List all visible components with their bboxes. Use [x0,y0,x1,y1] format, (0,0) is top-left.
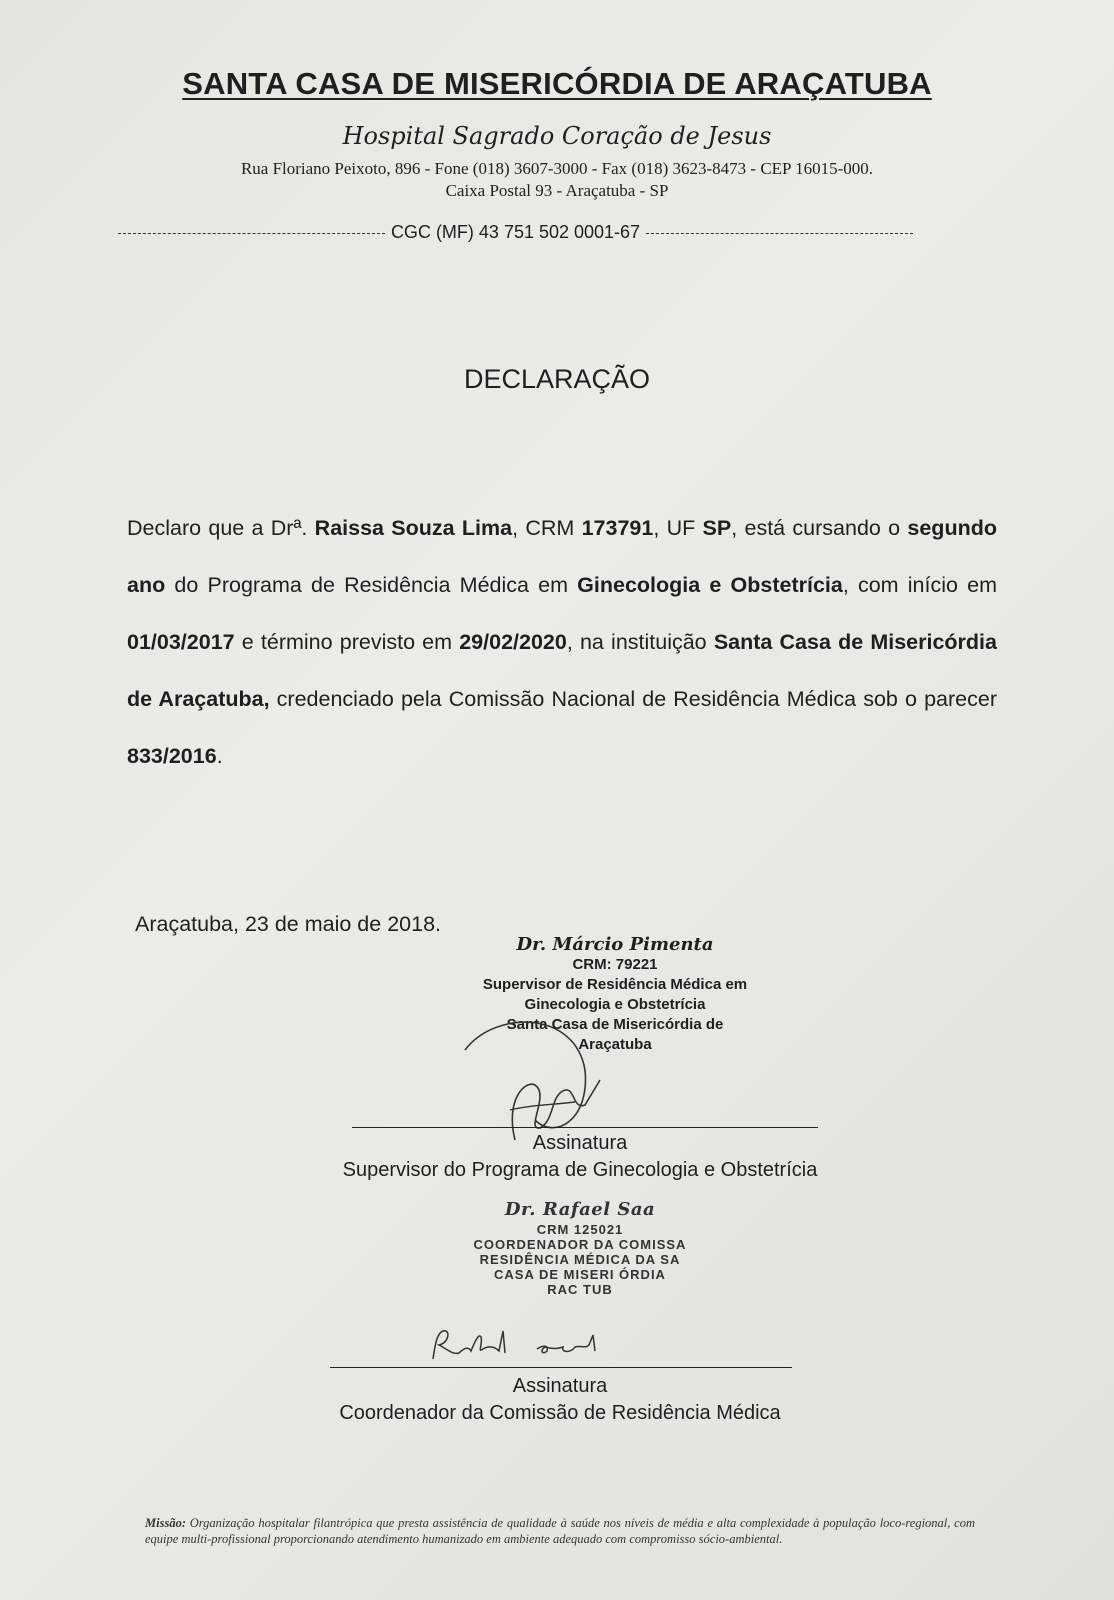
start-date: 01/03/2017 [127,630,235,654]
resident-uf: SP [702,516,732,540]
stamp-line: COORDENADOR DA COMISSA [473,1237,687,1252]
body-text: , está cursando o [731,516,908,540]
stamp-line: Santa Casa de Misericórdia de [506,1016,724,1033]
signature-caption: Assinatura [532,1132,628,1154]
body-text: credenciado pela Comissão Nacional de Residência Médica sob o parecer [269,687,997,711]
resident-name: Raissa Souza Lima [314,516,513,540]
end-date: 29/02/2020 [459,630,567,654]
stamp-line: Ginecologia e Obstetrícia [524,996,706,1013]
opinion-number: 833/2016 [127,744,217,768]
resident-crm: 173791 [581,516,654,540]
mission-statement [145,1515,975,1547]
body-text: , na instituição [566,630,714,654]
specialty: Ginecologia e Obstetrícia [577,573,843,597]
stamp-line: RAC TUB [547,1282,613,1297]
signature-role: Coordenador da Comissão de Residência Médica [339,1402,781,1424]
address-line-1: Rua Floriano Peixoto, 896 - Fone (018) 3607-3000 - Fax (018) 3623-8473 - CEP 16015-000. [240,159,874,178]
divider [118,233,385,234]
institution-name: Santa Casa de Misericórdia de Araçatuba, [127,630,997,711]
address-block [0,158,1114,202]
hospital-name: Hospital Sagrado Coração de Jesus [342,122,772,150]
body-text: . [216,744,223,768]
stamp-line: Araçatuba [578,1036,652,1053]
body-text: e término previsto em [234,630,460,654]
supervisor-signature [455,1010,635,1150]
stamp-name: Dr. Rafael Saa [504,1199,656,1220]
stamp-line: RESIDÊNCIA MÉDICA DA SA [479,1252,681,1267]
supervisor-signature-label [300,1130,860,1184]
body-text: do Programa de Residência Médica em [165,573,578,597]
stamp-crm: CRM 125021 [536,1222,624,1237]
residency-year: segundo ano [127,516,997,597]
body-text: Declaro que a Drª. [127,516,315,540]
stamp-crm: CRM: 79221 [572,956,658,973]
signature-role: Supervisor do Programa de Ginecologia e Obstetrícia [342,1159,818,1181]
address-line-2: Caixa Postal 93 - Araçatuba - SP [445,181,669,200]
body-text: , CRM [512,516,582,540]
document-title: DECLARAÇÃO [463,364,651,394]
institution-title-text: SANTA CASA DE MISERICÓRDIA DE ARAÇATUBA [182,66,932,101]
coordinator-stamp [420,1198,740,1297]
body-text: , com início em [842,573,997,597]
cgc-number: CGC (MF) 43 751 502 0001-67 [390,222,641,242]
stamp-line: CASA DE MISERI ÓRDIA [494,1267,666,1282]
place-date: Araçatuba, 23 de maio de 2018. [135,912,441,936]
mission-text: Organização hospitalar filantrópica que presta assistência de qualidade à saúde nos níveis de média e alta complexidade à população loco-regional, com equipe multi-profissional proporcionando atendimento humanizado em ambiente adequado com compromisso sócio-ambiental. [145,1516,975,1546]
institution-title [0,66,1114,102]
mission-label: Missão: [145,1516,186,1530]
cgc-line [118,222,913,243]
divider [646,233,913,234]
coordinator-signature-label [280,1373,840,1427]
stamp-name: Dr. Márcio Pimenta [516,934,714,955]
signature-line [352,1127,818,1128]
declaration-body [127,500,997,785]
stamp-line: Supervisor de Residência Médica em [482,976,748,993]
signature-caption: Assinatura [512,1375,608,1397]
body-text: , UF [653,516,703,540]
coordinator-signature [425,1325,625,1365]
signature-line [330,1367,792,1368]
